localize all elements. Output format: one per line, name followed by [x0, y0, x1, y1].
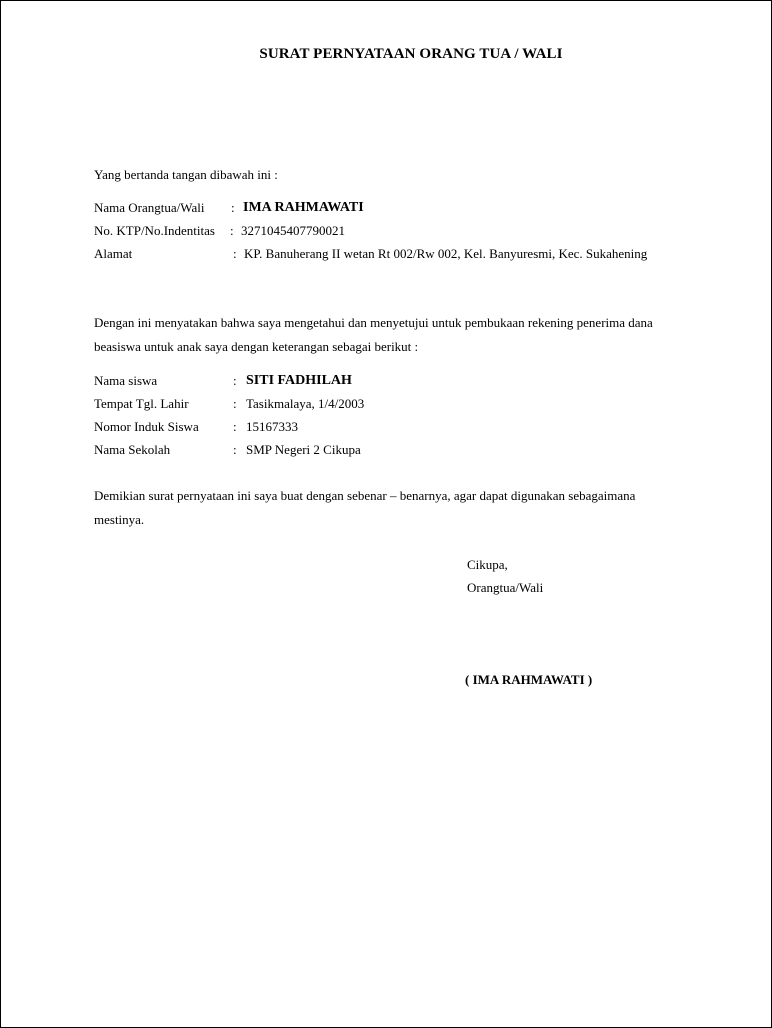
parent-address-colon: :: [233, 246, 237, 261]
student-name-value: SITI FADHILAH: [246, 373, 352, 388]
student-birth-label: Tempat Tgl. Lahir: [94, 396, 189, 411]
signature-role: Orangtua/Wali: [467, 580, 544, 595]
student-name-label: Nama siswa: [94, 373, 158, 388]
student-birth-value: Tasikmalaya, 1/4/2003: [246, 396, 365, 411]
parent-name-value: IMA RAHMAWATI: [243, 200, 364, 215]
statement-line-2: beasiswa untuk anak saya dengan keterangan sebagai berikut :: [94, 339, 419, 354]
parent-id-value: 3271045407790021: [241, 223, 345, 238]
closing-line-1: Demikian surat pernyataan ini saya buat dengan sebenar – benarnya, agar dapat digunakan sebagaimana: [94, 488, 636, 503]
student-birth-colon: :: [233, 396, 237, 411]
parent-id-colon: :: [230, 223, 234, 238]
student-nis-value: 15167333: [246, 419, 298, 434]
student-school-label: Nama Sekolah: [94, 442, 171, 457]
statement-line-1: Dengan ini menyatakan bahwa saya mengetahui dan menyetujui untuk pembukaan rekening penerima dana: [94, 315, 653, 330]
student-school-colon: :: [233, 442, 237, 457]
parent-id-label: No. KTP/No.Indentitas: [94, 223, 215, 238]
document-title: SURAT PERNYATAAN ORANG TUA / WALI: [259, 46, 563, 62]
signature-name: ( IMA RAHMAWATI ): [465, 672, 593, 687]
parent-name-label: Nama Orangtua/Wali: [94, 200, 205, 215]
closing-line-2: mestinya.: [94, 512, 145, 527]
student-name-colon: :: [233, 373, 237, 388]
student-nis-label: Nomor Induk Siswa: [94, 419, 199, 434]
parent-address-label: Alamat: [94, 246, 133, 261]
parent-address-value: KP. Banuherang II wetan Rt 002/Rw 002, Kel. Banyuresmi, Kec. Sukahening: [244, 246, 648, 261]
student-nis-colon: :: [233, 419, 237, 434]
student-school-value: SMP Negeri 2 Cikupa: [246, 442, 361, 457]
signature-place: Cikupa,: [467, 557, 508, 572]
parent-name-colon: :: [231, 200, 235, 215]
intro-text: Yang bertanda tangan dibawah ini :: [94, 167, 278, 182]
